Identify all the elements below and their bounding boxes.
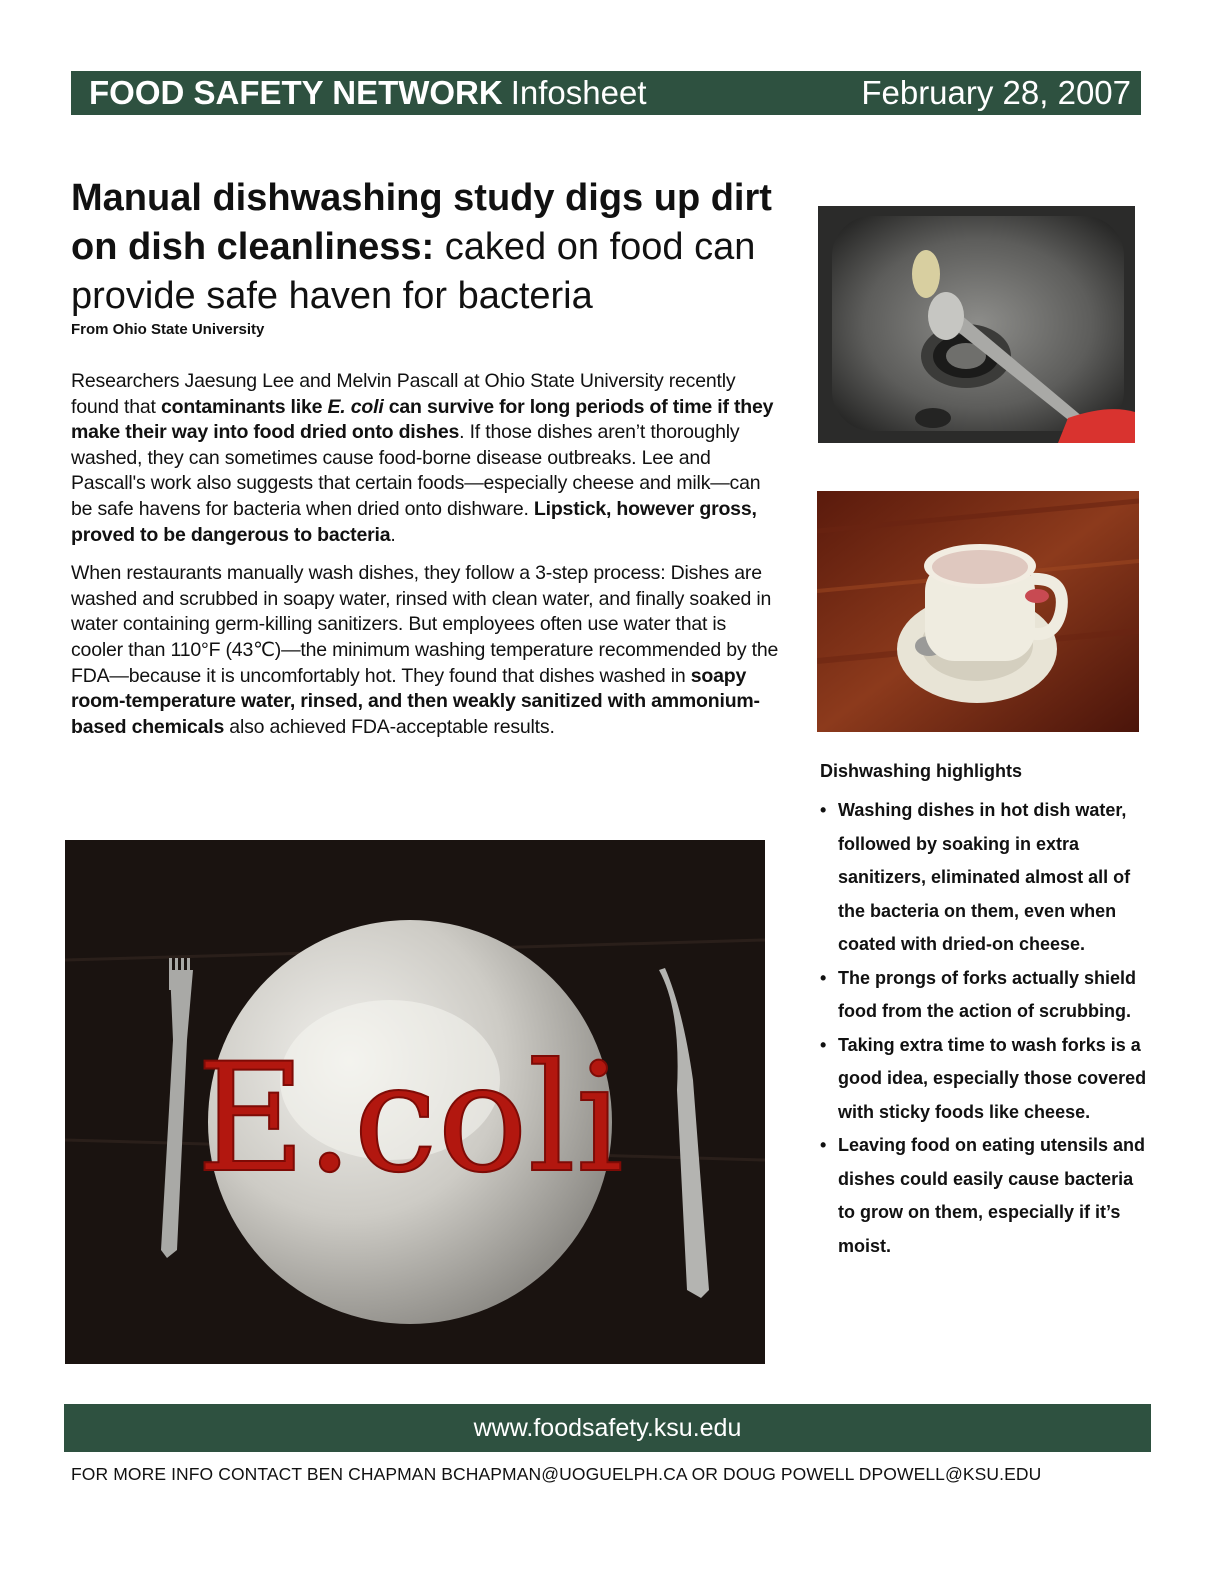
- website-link[interactable]: www.foodsafety.ksu.edu: [473, 1413, 742, 1442]
- highlights-sidebar: [820, 758, 1150, 1263]
- p2-segment: also achieved FDA-acceptable results.: [224, 715, 555, 738]
- highlights-title: Dishwashing highlights: [820, 761, 1022, 781]
- highlight-item: • Leaving food on eating utensils and dishes could easily cause bacteria to grow on them, especially if it’s moist.: [820, 1129, 1150, 1263]
- contact-line: FOR MORE INFO CONTACT BEN CHAPMAN BCHAPMAN@UOGUELPH.CA OR DOUG POWELL DPOWELL@KSU.EDU: [71, 1464, 1042, 1484]
- article-body: [71, 369, 783, 753]
- network-name: FOOD SAFETY NETWORK: [89, 74, 503, 111]
- p1-segment: contaminants like: [160, 395, 328, 418]
- plate-ketchup-text: E.coli: [196, 1032, 624, 1206]
- plate-ecoli-photo: [65, 840, 765, 1364]
- issue-date: February 28, 2007: [861, 74, 1131, 111]
- p1-segment: E. coli: [327, 395, 384, 418]
- footer-bar: [64, 1404, 1151, 1452]
- sink-fork-photo: [818, 206, 1135, 443]
- p1-segment: . If those dishes aren’t thoroughly washed, they can sometimes cause food-borne disease outbreaks. Lee and Pascall's work also suggests that certain foods—especially cheese and milk—can be safe havens for bacteria when dried onto dishware.: [71, 421, 761, 520]
- infosheet-label: Infosheet: [510, 74, 647, 111]
- headline-bold: Manual dishwashing study digs up dirt on dish cleanliness:: [71, 177, 772, 268]
- p1-segment: can survive for long periods of time if they make their way into food dried onto dishes: [71, 395, 774, 444]
- paragraph-2: [71, 561, 783, 740]
- p2-segment: soapy room-temperature water, rinsed, and then weakly sanitized with ammonium-based chemicals: [71, 664, 760, 738]
- highlight-item: • Washing dishes in hot dish water, followed by soaking in extra sanitizers, eliminated almost all of the bacteria on them, even when coated with dried-on cheese.: [820, 794, 1150, 962]
- p1-segment: Lipstick, however gross, proved to be dangerous to bacteria: [71, 497, 757, 546]
- header-title: [89, 74, 647, 112]
- p2-segment: When restaurants manually wash dishes, they follow a 3-step process: Dishes are washed and scrubbed in soapy water, rinsed with clean water, and finally soaked in water containing germ-killing sanitizers. But employees often use water that is cooler than 110°F (43℃)—the minimum washing temperature recommended by the FDA—because it is uncomfortably hot. They found that dishes washed in: [71, 562, 779, 687]
- header-bar: [71, 71, 1141, 115]
- lipstick-cup-photo: [817, 491, 1139, 732]
- article-headline: [71, 174, 791, 321]
- highlight-item: • Taking extra time to wash forks is a good idea, especially those covered with sticky foods like cheese.: [820, 1029, 1150, 1130]
- article-source: From Ohio State University: [71, 321, 265, 338]
- highlight-item: • The prongs of forks actually shield food from the action of scrubbing.: [820, 962, 1150, 1029]
- p1-segment: Researchers Jaesung Lee and Melvin Pascall at Ohio State University recently found that: [71, 370, 736, 418]
- highlights-list: [820, 794, 1150, 1263]
- paragraph-1: [71, 369, 783, 548]
- headline-subtitle: caked on food can provide safe haven for bacteria: [71, 226, 756, 317]
- p1-segment: .: [390, 523, 396, 546]
